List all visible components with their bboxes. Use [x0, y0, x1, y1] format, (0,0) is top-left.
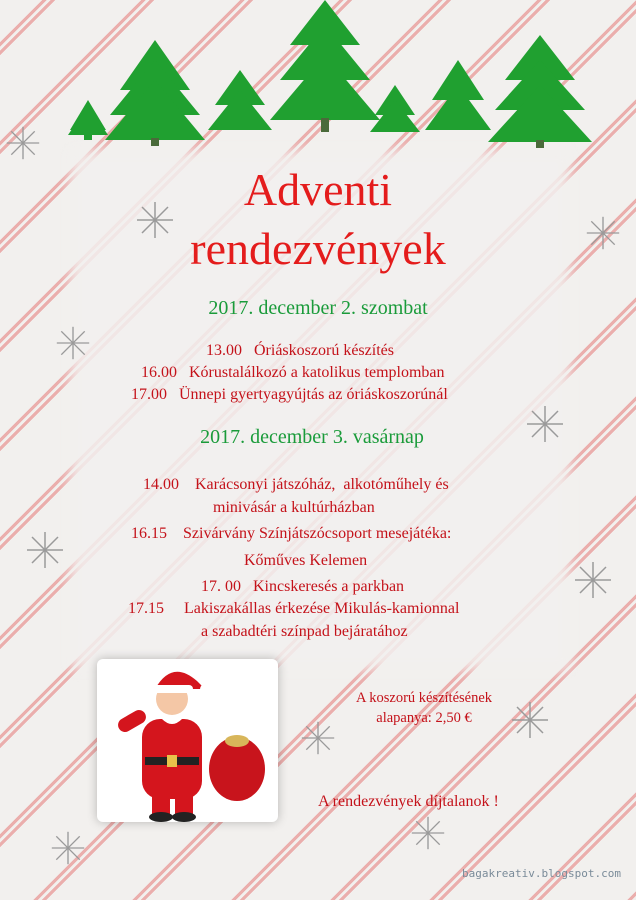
day2-event: 17. 00 Kincskeresés a parkban [201, 578, 405, 595]
snowflake-icon [300, 720, 336, 756]
title-line-2: rendezvények [190, 223, 446, 274]
snowflake-icon [25, 530, 65, 570]
santa-image [97, 659, 278, 822]
day2-date: 2017. december 3. vasárnap [200, 426, 424, 448]
day2-event: 14.00 Karácsonyi játszóház, alkotóműhely és [143, 476, 449, 493]
day2-event: 17.15 Lakiszakállas érkezése Mikulás-kamionnal [128, 600, 460, 617]
site-watermark: bagakreativ.blogspot.com [462, 867, 621, 880]
day2-event: minivásár a kultúrházban [213, 499, 375, 516]
title-line-1: Adventi [243, 164, 393, 215]
snowflake-icon [5, 125, 41, 161]
christmas-trees [0, 0, 636, 150]
day2-event: Kőműves Kelemen [244, 552, 368, 569]
wreath-price-line-1: A koszorú készítésének [355, 690, 493, 706]
snowflake-icon [410, 815, 446, 851]
snowflake-icon [55, 325, 91, 361]
day1-date: 2017. december 2. szombat [208, 297, 428, 319]
snowflake-icon [510, 700, 550, 740]
wreath-price-line-2: alapanya: 2,50 € [376, 710, 472, 726]
snowflake-icon [50, 830, 86, 866]
day1-event: 13.00 Óriáskoszorú készítés [206, 342, 394, 359]
day2-event: a szabadtéri színpad bejáratához [201, 623, 408, 640]
day1-event: 17.00 Ünnepi gyertyagyújtás az óriáskoszorúnál [131, 386, 448, 403]
day2-event: 16.15 Szivárvány Színjátszócsoport mesejátéka: [131, 525, 452, 542]
snowflake-icon [573, 560, 613, 600]
day1-event: 16.00 Kórustalálkozó a katolikus templomban [141, 364, 445, 381]
free-entry-note: A rendezvények díjtalanok ! [318, 793, 499, 810]
